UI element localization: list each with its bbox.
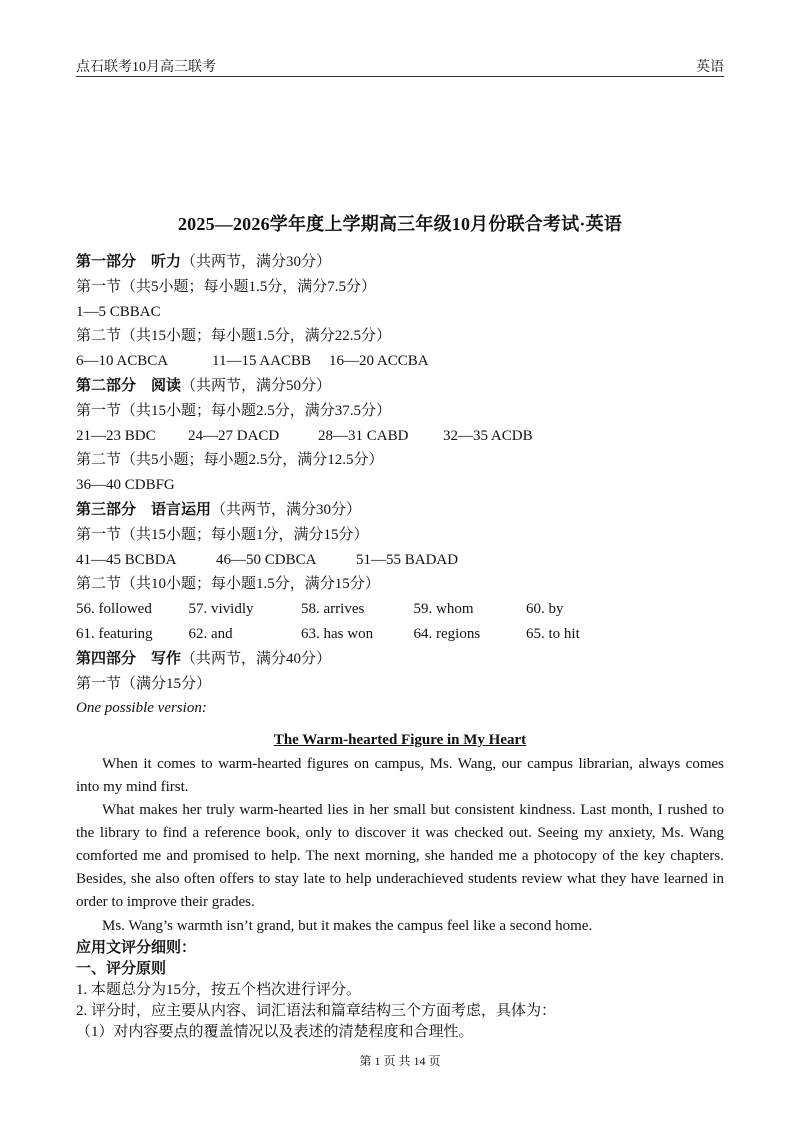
header-subject: 英语 xyxy=(696,60,724,75)
answer-item: 64. regions xyxy=(413,625,481,642)
scoring-item: 2. 评分时，应主要从内容、词汇语法和篇章结构三个方面考虑，具体为： xyxy=(76,1003,557,1020)
part2-section1: 第一节（共15小题；每小题2.5分，满分37.5分） xyxy=(76,402,392,419)
part2-answers2: 36—40 CDBFG xyxy=(76,477,175,494)
essay-paragraph: Ms. Wang’s warmth isn’t grand, but it makes the campus feel like a second home. xyxy=(102,918,593,935)
part3-title: 第三部分 语言运用 xyxy=(76,501,212,518)
answer-item: 65. to hit xyxy=(526,625,580,642)
answer-group: 24—27 DACD xyxy=(188,427,280,444)
part4-heading xyxy=(76,647,724,672)
answer-group: 28—31 CABD xyxy=(318,427,409,444)
part3-section2: 第二节（共10小题；每小题1.5分，满分15分） xyxy=(76,576,380,593)
answer-group: 46—50 CDBCA xyxy=(216,551,317,568)
answer-item: 58. arrives xyxy=(301,601,365,618)
scoring-item: （1）对内容要点的覆盖情况以及表述的清楚程度和合理性。 xyxy=(76,1024,474,1041)
essay-title: The Warm-hearted Figure in My Heart xyxy=(273,732,527,749)
part1-answers1: 1—5 CBBAC xyxy=(76,303,161,320)
answer-item: 59. whom xyxy=(413,601,474,618)
part3-heading xyxy=(76,498,724,523)
part4-note: （共两节，满分40分） xyxy=(181,650,332,667)
part3-answers-row1 xyxy=(76,597,724,622)
header-exam-name: 点石联考10月高三联考 xyxy=(76,60,216,75)
answer-group: 11—15 AACBB xyxy=(212,353,312,370)
part4-section1: 第一节（满分15分） xyxy=(76,675,212,692)
page-title: 2025—2026学年度上学期高三年级10月份联合考试·英语 xyxy=(177,214,622,234)
answer-group: 32—35 ACDB xyxy=(443,427,533,444)
answer-item: 63. has won xyxy=(301,625,374,642)
part3-answers1 xyxy=(76,548,724,573)
scoring-heading: 应用文评分细则： xyxy=(76,940,197,957)
answer-item: 57. vividly xyxy=(188,601,254,618)
answer-item: 61. featuring xyxy=(76,625,153,642)
part1-heading xyxy=(76,250,724,275)
part2-heading xyxy=(76,374,724,399)
page-footer: 第 1 页 共 14 页 xyxy=(359,1054,441,1068)
answer-item: 60. by xyxy=(526,601,564,618)
answer-group: 16—20 ACCBA xyxy=(329,353,429,370)
answer-item: 56. followed xyxy=(76,601,152,618)
sample-version-label: One possible version: xyxy=(76,700,207,717)
part4-title: 第四部分 写作 xyxy=(76,650,182,667)
part2-section2: 第二节（共5小题；每小题2.5分，满分12.5分） xyxy=(76,452,384,469)
part1-title: 第一部分 听力 xyxy=(76,254,182,270)
answer-group: 21—23 BDC xyxy=(76,427,156,444)
scoring-principle-heading: 一、评分原则 xyxy=(76,961,167,978)
answer-key-content xyxy=(76,250,724,1043)
essay-paragraph: What makes her truly warm-hearted lies in her small but consistent kindness. Last month, I rushed to the library to find a reference book, only to discover it was checked out. Seeing my anxiety, Ms. Wang comforted me and promised to help. The next morning, she handed me a photocopy of the key chapters. Besides, she also often offers to stay late to help underachieved students review what they have learned in order to improve their grades. xyxy=(76,802,724,911)
essay-paragraph: When it comes to warm-hearted figures on campus, Ms. Wang, our campus librarian, always comes into my mind first. xyxy=(76,756,724,796)
part2-title: 第二部分 阅读 xyxy=(76,377,182,394)
part3-note: （共两节，满分30分） xyxy=(211,501,362,518)
answer-group: 6—10 ACBCA xyxy=(76,353,169,370)
part3-section1: 第一节（共15小题；每小题1分，满分15分） xyxy=(76,526,369,543)
answer-item: 62. and xyxy=(188,625,233,642)
scoring-item: 1. 本题总分为15分，按五个档次进行评分。 xyxy=(76,982,362,999)
part1-answers2 xyxy=(76,349,724,374)
part1-section1: 第一节（共5小题；每小题1.5分，满分7.5分） xyxy=(76,278,377,295)
part2-note: （共两节，满分50分） xyxy=(181,377,332,394)
page-header xyxy=(76,54,724,77)
part3-answers-row2 xyxy=(76,622,724,647)
part1-note: （共两节，满分30分） xyxy=(181,254,332,270)
part1-section2: 第二节（共15小题；每小题1.5分，满分22.5分） xyxy=(76,328,392,345)
answer-group: 51—55 BADAD xyxy=(356,551,459,568)
answer-group: 41—45 BCBDA xyxy=(76,551,177,568)
part2-answers1 xyxy=(76,424,724,449)
